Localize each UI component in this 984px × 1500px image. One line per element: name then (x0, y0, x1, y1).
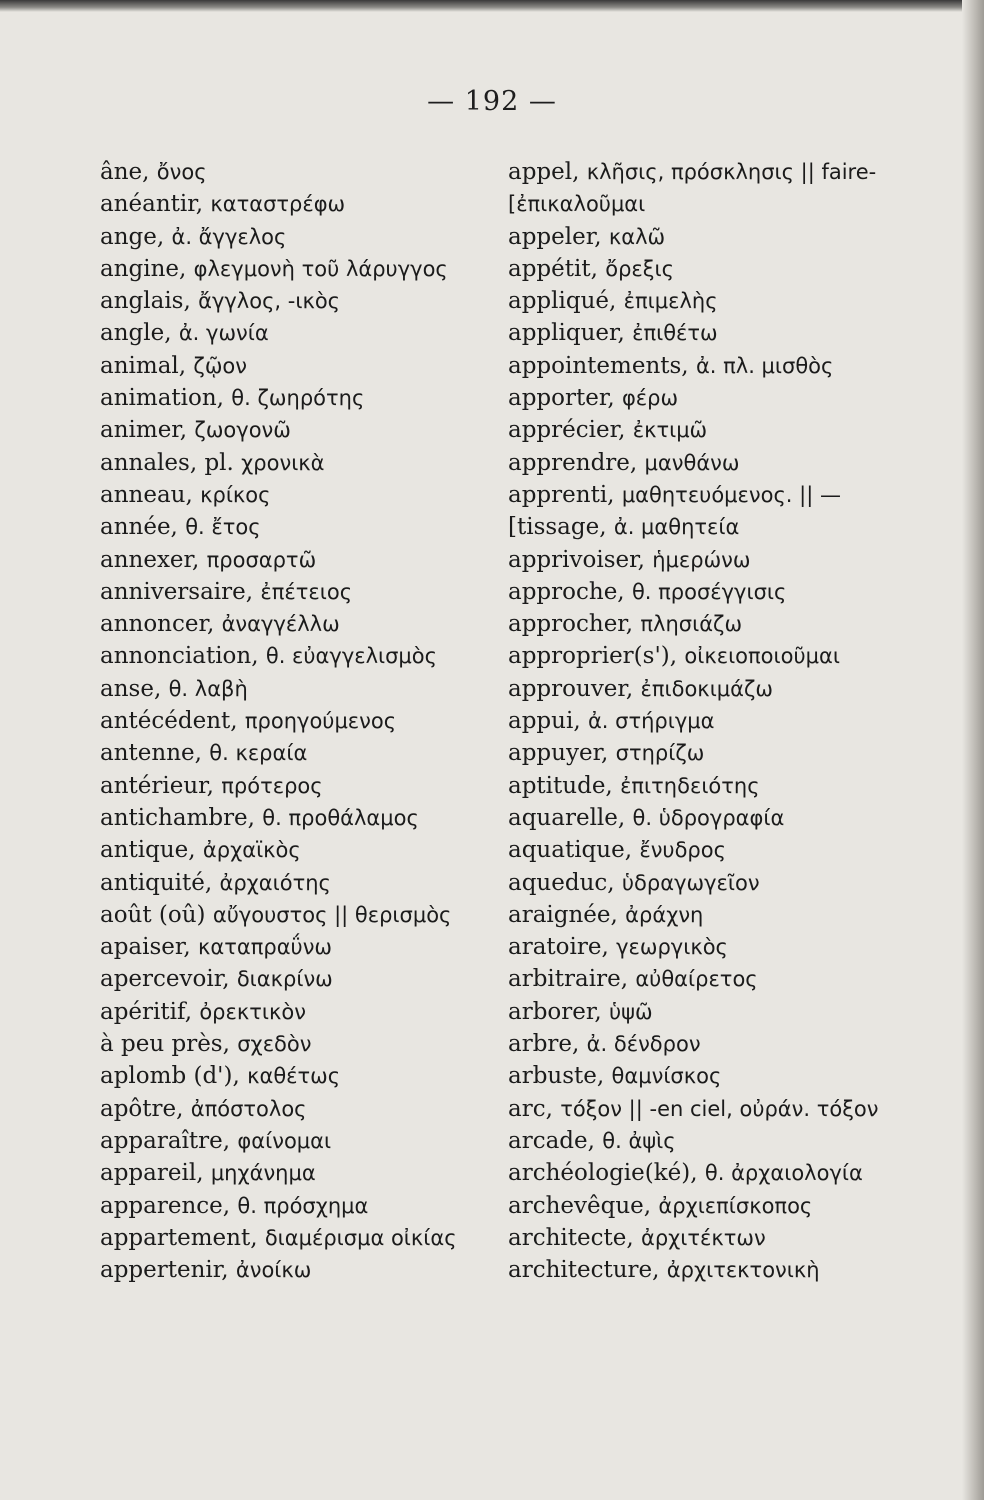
page-right-shadow (962, 0, 984, 1500)
entry-headword: animer, (100, 417, 188, 444)
entry-translation: θ. πρόσχημα (237, 1193, 369, 1218)
entry-headword: apprécier, (508, 417, 626, 444)
entry-headword: appertenir, (100, 1257, 229, 1284)
page-number: — 192 — (427, 86, 557, 117)
dictionary-entry (100, 737, 500, 769)
entry-translation: θ. ἔτος (185, 515, 261, 540)
dictionary-entry (508, 253, 908, 285)
dictionary-entry (100, 1093, 500, 1125)
dictionary-entry (508, 931, 908, 963)
entry-translation: θ. εὐαγγελισμὸς (265, 644, 437, 669)
entry-headword: anéantir, (100, 191, 204, 218)
entry-translation: ἀρχαϊκὸς (202, 838, 301, 863)
entry-headword: apôtre, (100, 1095, 184, 1122)
dictionary-entry (100, 996, 500, 1028)
dictionary-entry (508, 867, 908, 899)
entry-headword: antichambre, (100, 804, 255, 831)
entry-headword: annales, pl. (100, 449, 234, 476)
entry-translation: ἀ. μαθητεία (613, 515, 740, 540)
entry-translation: οἰκειοποιοῦμαι (684, 644, 840, 669)
entry-headword: architecte, (508, 1224, 634, 1251)
dictionary-entry (508, 576, 908, 608)
entry-translation: ἐπιμελὴς (623, 289, 718, 314)
entry-headword: ange, (100, 223, 165, 250)
entry-headword: aratoire, (508, 934, 609, 961)
entry-translation: ἀρχιτέκτων (640, 1225, 766, 1250)
entry-translation: ἐκτιμῶ (632, 418, 708, 443)
entry-translation: μαθητευόμενος. || — (621, 482, 841, 507)
entry-translation: ὄρεξις (605, 256, 674, 281)
entry-translation: ἐπιδοκιμάζω (640, 676, 774, 701)
dictionary-entry (508, 1254, 908, 1286)
entry-translation: ἄγγλος, -ικὸς (198, 289, 340, 314)
entry-headword: apprenti, (508, 481, 615, 508)
entry-headword: approprier(s'), (508, 643, 678, 670)
entry-translation: φαίνομαι (237, 1128, 332, 1153)
entry-translation: προσαρτῶ (206, 547, 317, 572)
dictionary-entry (100, 350, 500, 382)
entry-translation: καταπραΰνω (198, 935, 333, 960)
entry-translation: θ. ζωηρότης (231, 386, 365, 411)
entry-translation: ὑψῶ (608, 999, 653, 1024)
dictionary-entry (508, 188, 908, 220)
entry-translation: ἐπιθέτω (632, 321, 718, 346)
entry-translation: διαμέρισμα οἰκίας (264, 1225, 457, 1250)
dictionary-entry (100, 640, 500, 672)
entry-headword: appui, (508, 708, 581, 735)
entry-headword: appareil, (100, 1160, 204, 1187)
entry-headword: apercevoir, (100, 966, 230, 993)
entry-headword: architecture, (508, 1257, 660, 1284)
entry-headword: animation, (100, 385, 224, 412)
dictionary-entry (100, 608, 500, 640)
dictionary-entry (100, 673, 500, 705)
dictionary-entry (508, 544, 908, 576)
dictionary-entry (100, 382, 500, 414)
entry-headword: angine, (100, 255, 187, 282)
dictionary-entry (100, 867, 500, 899)
entry-translation: ἀπόστολος (190, 1096, 307, 1121)
entry-translation: κλῆσις, πρόσκλησις || faire- (586, 160, 877, 184)
dictionary-entry (508, 1093, 908, 1125)
entry-headword: approcher, (508, 611, 634, 638)
right-column (508, 156, 908, 1286)
entry-headword: anse, (100, 675, 162, 702)
entry-translation: θ. ἀψὶς (602, 1128, 676, 1153)
entry-translation: πλησιάζω (640, 612, 743, 637)
entry-headword: antérieur, (100, 772, 214, 799)
dictionary-entry (508, 479, 908, 511)
entry-headword: angle, (100, 320, 172, 347)
entry-headword: archéologie(ké), (508, 1160, 698, 1187)
dictionary-entry (508, 1028, 908, 1060)
entry-headword: à peu près, (100, 1031, 230, 1058)
dictionary-entry (508, 770, 908, 802)
entry-translation: [ἐπικαλοῦμαι (508, 192, 646, 217)
entry-translation: μηχάνημα (210, 1161, 316, 1186)
dictionary-entry (508, 1190, 908, 1222)
entry-headword: âne, (100, 159, 150, 185)
entry-headword: approche, (508, 578, 625, 605)
dictionary-entry (100, 963, 500, 995)
entry-translation: θ. προθάλαμος (262, 805, 419, 830)
entry-translation: ἀναγγέλλω (221, 612, 340, 637)
entry-translation: ἀ. γωνία (178, 321, 269, 346)
dictionary-entry (100, 544, 500, 576)
entry-translation: καθέτως (247, 1064, 341, 1089)
entry-headword: antécédent, (100, 708, 238, 735)
entry-headword: apparaître, (100, 1127, 231, 1154)
entry-headword: appeler, (508, 223, 602, 250)
entry-translation: φλεγμονὴ τοῦ λάρυγγος (193, 256, 448, 281)
entry-headword: appel, (508, 159, 580, 185)
dictionary-entry (508, 317, 908, 349)
dictionary-entry (100, 1028, 500, 1060)
entry-headword: antique, (100, 837, 196, 864)
dictionary-entry (508, 221, 908, 253)
dictionary-entry (508, 640, 908, 672)
entry-translation: αὔγουστος || θερισμὸς (212, 902, 452, 927)
entry-translation: ὑδραγωγεῖον (621, 870, 760, 895)
entry-translation: ἀνοίκω (235, 1258, 312, 1283)
entry-translation: ἀ. στήριγμα (587, 709, 715, 734)
entry-translation: ἀ. ἄγγελος (171, 224, 287, 249)
entry-headword: annoncer, (100, 611, 215, 638)
entry-translation: στηρίζω (615, 741, 705, 766)
entry-headword: approuver, (508, 675, 634, 702)
entry-translation: καλῶ (608, 224, 666, 249)
entry-headword: arc, (508, 1095, 553, 1122)
entry-headword: appointements, (508, 352, 689, 379)
entry-translation: ἀρχιτεκτονικὴ (666, 1258, 820, 1283)
entry-headword: antiquité, (100, 869, 213, 896)
entry-headword: animal, (100, 352, 187, 379)
entry-translation: ζωογονῶ (194, 418, 291, 443)
entry-translation: χρονικὰ (241, 450, 325, 475)
entry-translation: θαμνίσκος (611, 1064, 722, 1089)
entry-headword: appartement, (100, 1224, 258, 1251)
dictionary-entry (508, 156, 908, 188)
entry-translation: ἀ. δένδρον (586, 1032, 701, 1057)
entry-headword: archevêque, (508, 1192, 652, 1219)
dictionary-entry (100, 1157, 500, 1189)
entry-translation: μανθάνω (644, 450, 740, 475)
dictionary-entry (100, 414, 500, 446)
dictionary-entry (508, 802, 908, 834)
entry-headword: arbuste, (508, 1063, 605, 1090)
entry-headword: apporter, (508, 385, 615, 412)
page-top-shadow (0, 0, 984, 12)
dictionary-entry (508, 511, 908, 543)
entry-translation: γεωργικὸς (616, 935, 728, 960)
entry-translation: πρότερος (221, 773, 323, 798)
dictionary-entry (508, 673, 908, 705)
dictionary-entry (100, 705, 500, 737)
entry-translation: ἡμερώνω (652, 547, 751, 572)
entry-headword: anneau, (100, 481, 193, 508)
dictionary-entry (100, 1125, 500, 1157)
entry-translation: αὐθαίρετος (635, 967, 758, 992)
entry-headword: annexer, (100, 546, 200, 573)
dictionary-entry (100, 834, 500, 866)
entry-headword: annonciation, (100, 643, 259, 670)
entry-headword: appétit, (508, 255, 598, 282)
entry-headword: appliqué, (508, 288, 617, 315)
entry-translation: θ. λαβὴ (168, 676, 248, 701)
dictionary-entry (100, 285, 500, 317)
dictionary-entry (508, 705, 908, 737)
entry-headword: apprivoiser, (508, 546, 645, 573)
dictionary-entry (100, 156, 500, 188)
entry-headword: arborer, (508, 998, 602, 1025)
dictionary-entry (508, 608, 908, 640)
entry-translation: ἐπέτειος (260, 579, 353, 604)
entry-headword: arbitraire, (508, 966, 629, 993)
entry-translation: προηγούμενος (244, 709, 397, 734)
dictionary-entry (100, 1190, 500, 1222)
dictionary-entry (508, 447, 908, 479)
entry-headword: aqueduc, (508, 869, 615, 896)
entry-translation: καταστρέφω (210, 192, 346, 217)
entry-headword: aplomb (d'), (100, 1063, 240, 1090)
dictionary-entry (508, 1157, 908, 1189)
entry-translation: θ. ἀρχαιολογία (704, 1161, 863, 1186)
dictionary-entry (100, 931, 500, 963)
entry-translation: ὀρεκτικὸν (199, 999, 306, 1024)
dictionary-entry (508, 1060, 908, 1092)
entry-translation: ἀρχιεπίσκοπος (658, 1193, 813, 1218)
dictionary-entry (508, 737, 908, 769)
entry-translation: ὄνος (156, 160, 207, 184)
entry-translation: ἀ. πλ. μισθὸς (695, 353, 834, 378)
dictionary-entry (100, 576, 500, 608)
dictionary-entry (100, 1254, 500, 1286)
entry-headword: aptitude, (508, 772, 613, 799)
left-column (100, 156, 500, 1286)
dictionary-entry (508, 285, 908, 317)
entry-headword: apaiser, (100, 934, 191, 961)
dictionary-entry (508, 834, 908, 866)
dictionary-entry (508, 350, 908, 382)
entry-headword: août (oû) (100, 901, 206, 928)
entry-headword: apéritif, (100, 998, 192, 1025)
dictionary-entry (100, 447, 500, 479)
dictionary-entry (508, 1222, 908, 1254)
dictionary-entry (100, 770, 500, 802)
entry-translation: ἀρχαιότης (219, 870, 331, 895)
dictionary-entry (100, 221, 500, 253)
dictionary-entry (508, 1125, 908, 1157)
entry-headword: appuyer, (508, 740, 609, 767)
dictionary-entry (508, 963, 908, 995)
dictionary-entry (100, 317, 500, 349)
entry-headword: apprendre, (508, 449, 638, 476)
dictionary-entry (100, 1060, 500, 1092)
dictionary-entry (508, 996, 908, 1028)
entry-headword: araignée, (508, 901, 618, 928)
entry-translation: σχεδὸν (237, 1032, 312, 1057)
dictionary-entry (508, 414, 908, 446)
entry-headword: [tissage, (508, 514, 607, 541)
dictionary-entry (100, 188, 500, 220)
entry-translation: θ. κεραία (209, 741, 308, 766)
entry-headword: anglais, (100, 288, 191, 315)
entry-headword: apparence, (100, 1192, 231, 1219)
entry-headword: appliquer, (508, 320, 625, 347)
entry-headword: aquarelle, (508, 804, 626, 831)
entry-translation: ἐπιτηδειότης (620, 773, 760, 798)
entry-translation: κρίκος (200, 482, 271, 507)
dictionary-entry (508, 382, 908, 414)
entry-translation: διακρίνω (236, 967, 333, 992)
entry-headword: année, (100, 514, 178, 541)
entry-headword: aquatique, (508, 837, 633, 864)
dictionary-entry (100, 511, 500, 543)
dictionary-entry (508, 899, 908, 931)
entry-translation: τόξον || -en ciel, οὐράν. τόξον (560, 1096, 879, 1121)
entry-headword: anniversaire, (100, 578, 254, 605)
entry-translation: θ. προσέγγισις (631, 579, 787, 604)
dictionary-entry (100, 802, 500, 834)
dictionary-entry (100, 1222, 500, 1254)
entry-headword: antenne, (100, 740, 202, 767)
dictionary-entry (100, 899, 500, 931)
entry-headword: arcade, (508, 1127, 595, 1154)
dictionary-entry (100, 253, 500, 285)
entry-headword: arbre, (508, 1031, 580, 1058)
entry-translation: ἔνυδρος (639, 838, 726, 863)
entry-translation: φέρω (621, 386, 679, 411)
entry-translation: ἀράχνη (625, 902, 704, 927)
dictionary-entry (100, 479, 500, 511)
entry-translation: ζῷον (193, 353, 247, 378)
entry-translation: θ. ὑδρογραφία (632, 805, 785, 830)
